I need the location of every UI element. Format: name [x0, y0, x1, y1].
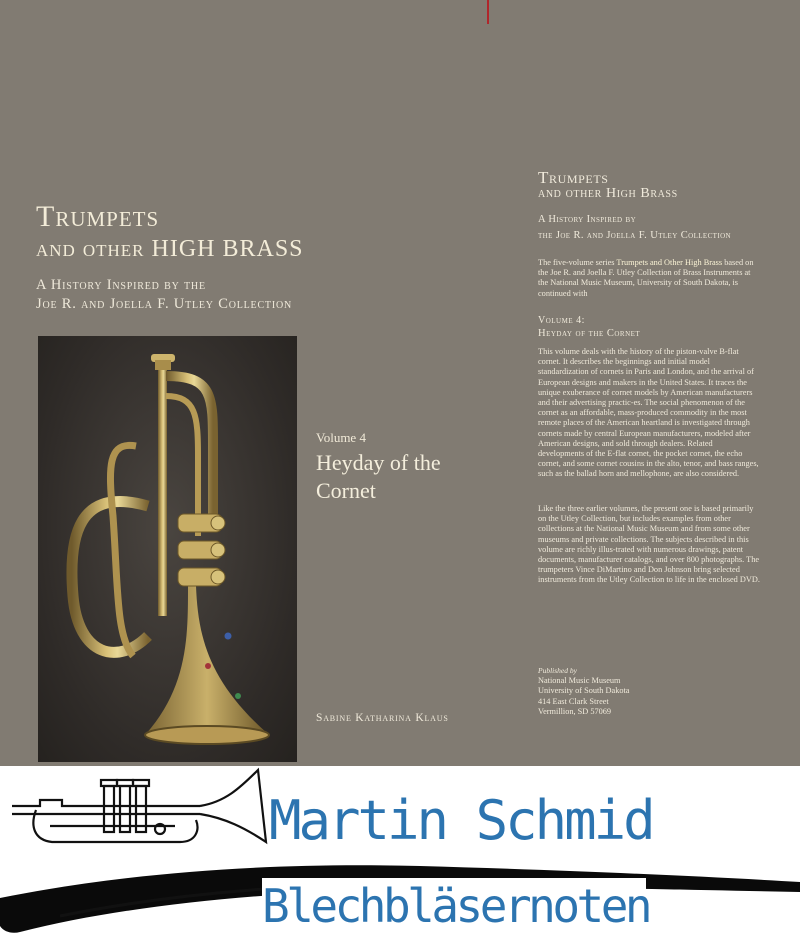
back-paragraph-2: Like the three earlier volumes, the present one is based primarily on the Utley Collection, but includes examples from other collections at the National Music Museum and from some other museums and private collections. The subjects described in this volume are richly illus-trated with numerous drawings, patent documents, manufacturer catalogs, and over 800 photographs. The trumpeters Vince DiMartino and Don Johnson bring selected instruments from the Utley Collection to life in the enclosed DVD.: [538, 504, 760, 585]
brand-name: Martin Schmid: [269, 789, 653, 852]
author-name: Sabine Katharina Klaus: [316, 712, 449, 724]
back-title-line2: and other High Brass: [538, 186, 678, 201]
front-volume-label: Volume 4: [316, 430, 366, 445]
shop-banner: [0, 766, 800, 939]
back-intro: [538, 258, 760, 299]
back-volume-title: Heyday of the Cornet: [538, 328, 641, 339]
brand-tagline: Blechbläsernoten: [262, 879, 650, 933]
back-subtitle-line2: the Joe R. and Joella F. Utley Collection: [538, 230, 731, 241]
back-volume-label: Volume 4:: [538, 315, 585, 326]
front-volume-title: Heyday of the Cornet: [316, 450, 441, 503]
series-name: Trumpets and Other High Brass: [616, 258, 723, 267]
front-subtitle-line2: Joe R. and Joella F. Utley Collection: [36, 296, 293, 312]
back-intro-before: The five-volume series: [538, 258, 617, 267]
trumpet-icon: [0, 766, 270, 886]
back-intro-after: based on the Joe R. and Joella F. Utley Collection of Brass Instruments at the National Music Museum, University of South Dakota, is continued with: [538, 258, 754, 298]
publisher-line: Vermillion, SD 57069: [538, 706, 612, 716]
publisher-line: National Music Museum: [538, 676, 621, 686]
publisher-line: University of South Dakota: [538, 686, 630, 696]
spine-mark: [487, 0, 489, 24]
back-paragraph-1: This volume deals with the history of the piston-valve B-flat cornet. It describes the beginnings and initial model standardization of cornets in Paris and London, and the arrival of European designs and makers in the United States. It traces the unique exuberance of cornet models by American manufacturers and their advertising practic-es. The social phenomenon of the cornet as an affordable, mass-produced commodity in the most remote places of the American heartland is investigated through cornets made by central European manufacturers, modeled after American designs, and sold through dealers. Related developments of the E-flat cornet, the pocket cornet, the echo cornet, and some cornet cousins in the alto, tenor, and bass ranges, such as the ballad horn and mellophone, are also considered.: [538, 347, 759, 479]
publisher-block: [538, 666, 630, 717]
back-title-line1: Trumpets: [538, 168, 609, 187]
front-title-line2: and other HIGH BRASS: [36, 236, 304, 262]
front-title: [36, 200, 304, 264]
front-subtitle-line1: A History Inspired by the: [36, 277, 206, 293]
cornet-icon: [38, 336, 297, 762]
front-subtitle: [36, 276, 292, 314]
back-subtitle-line1: A History Inspired by: [538, 214, 637, 225]
cornet-photo: [38, 336, 297, 762]
published-label: Published by: [538, 666, 577, 675]
publisher-line: 414 East Clark Street: [538, 696, 609, 706]
front-title-line1: Trumpets: [36, 200, 160, 233]
